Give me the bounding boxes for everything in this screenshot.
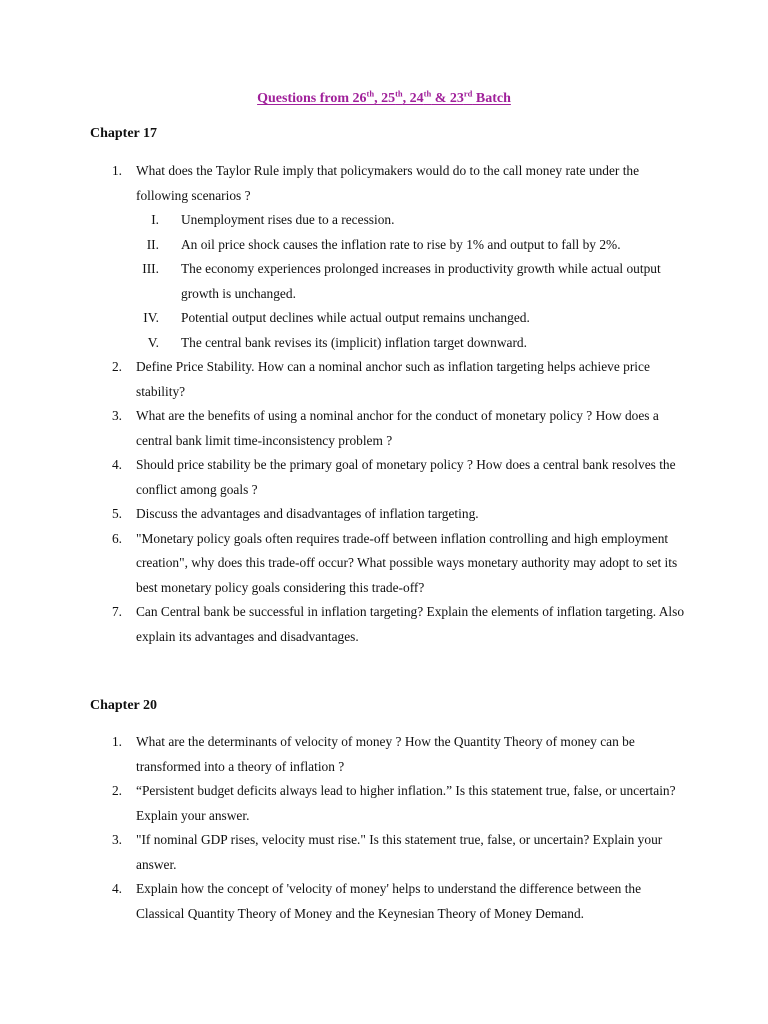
question-item: 1. What are the determinants of velocity of money ? How the Quantity Theory of money can be transformed into a theory of inflation ? <box>111 734 635 774</box>
question-text: "Monetary policy goals often requires trade-off between inflation controlling and high employment creation", why does this trade-off occur? What possible ways monetary authority may adopt to set its best monetary policy goals considering this trade-off? <box>136 530 678 595</box>
question-text: Explain how the concept of 'velocity of money' helps to understand the difference between the Classical Quantity Theory of Money and the Keynesian Theory of Money Demand. <box>136 881 642 921</box>
question-text: "If nominal GDP rises, velocity must rise." Is this statement true, false, or uncertain? Explain your answer. <box>136 832 663 872</box>
chapter-20-heading: Chapter 20 <box>90 698 158 713</box>
question-item: 2. “Persistent budget deficits always lead to higher inflation.” Is this statement true, false, or uncertain? Explain your answer. <box>111 783 676 823</box>
question-text: What are the benefits of using a nominal anchor for the conduct of monetary policy ? How does a central bank limit time-inconsistency problem ? <box>136 408 659 448</box>
question-item: 4. Should price stability be the primary goal of monetary policy ? How does a central bank resolves the conflict among goals ? <box>111 457 676 497</box>
scenario-item: I. Unemployment rises due to a recession. <box>151 212 395 227</box>
chapter-20-question-list <box>0 730 686 926</box>
question-item: 6. "Monetary policy goals often requires trade-off between inflation controlling and high employment creation", why does this trade-off occur? What possible ways monetary authority may adopt to set its best monetary policy goals considering this trade-off? <box>111 530 678 595</box>
question-text: What are the determinants of velocity of money ? How the Quantity Theory of money can be transformed into a theory of inflation ? <box>136 734 635 774</box>
question-text: Define Price Stability. How can a nominal anchor such as inflation targeting helps achieve price stability? <box>136 359 650 399</box>
question-item: 3. "If nominal GDP rises, velocity must rise." Is this statement true, false, or uncertain? Explain your answer. <box>111 832 663 872</box>
page-title <box>0 88 768 107</box>
question-item: 4. Explain how the concept of 'velocity of money' helps to understand the difference between the Classical Quantity Theory of Money and the Keynesian Theory of Money Demand. <box>111 881 642 921</box>
chapter-17-question-list <box>0 159 686 649</box>
question-item: 2. Define Price Stability. How can a nominal anchor such as inflation targeting helps achieve price stability? <box>111 359 650 399</box>
question-text: Discuss the advantages and disadvantages of inflation targeting. <box>136 506 479 521</box>
question-item: 1. What does the Taylor Rule imply that policymakers would do to the call money rate under the following scenarios ? I. Unemployment rises due to a recession. II. An oil price shock causes the inflation rate to rise by 1% and output to fall by 2%. III. The economy experiences prolonged increases in productivity growth while actual output growth is unchanged. IV. Potential output declines while actual output remains unchanged. V. The central bank revises its (implicit) inflation target downward. <box>0 159 686 355</box>
question-item: 7. Can Central bank be successful in inflation targeting? Explain the elements of inflation targeting. Also explain its advantages and disadvantages. <box>111 604 685 644</box>
question-text: Should price stability be the primary goal of monetary policy ? How does a central bank resolves the conflict among goals ? <box>136 457 676 497</box>
scenario-list <box>136 208 686 355</box>
question-text: Can Central bank be successful in inflation targeting? Explain the elements of inflation targeting. Also explain its advantages and disadvantages. <box>136 604 685 644</box>
question-item: 3. What are the benefits of using a nominal anchor for the conduct of monetary policy ? How does a central bank limit time-inconsistency problem ? <box>111 408 659 448</box>
chapter-17-heading: Chapter 17 <box>90 126 158 141</box>
scenario-item: V. The central bank revises its (implicit) inflation target downward. <box>147 334 527 350</box>
scenario-item: II. An oil price shock causes the inflation rate to rise by 1% and output to fall by 2%. <box>146 236 621 252</box>
scenario-item: IV. Potential output declines while actual output remains unchanged. <box>143 310 530 325</box>
question-item: 5. Discuss the advantages and disadvantages of inflation targeting. <box>111 506 479 521</box>
page-title-text: Questions from 26th, 25th, 24th & 23rd Batch <box>257 88 511 106</box>
question-text: “Persistent budget deficits always lead to higher inflation.” Is this statement true, false, or uncertain? Explain your answer. <box>136 783 676 823</box>
scenario-item: III. The economy experiences prolonged increases in productivity growth while actual output growth is unchanged. <box>142 261 661 301</box>
question-text: What does the Taylor Rule imply that policymakers would do to the call money rate under the following scenarios ? <box>136 163 640 203</box>
